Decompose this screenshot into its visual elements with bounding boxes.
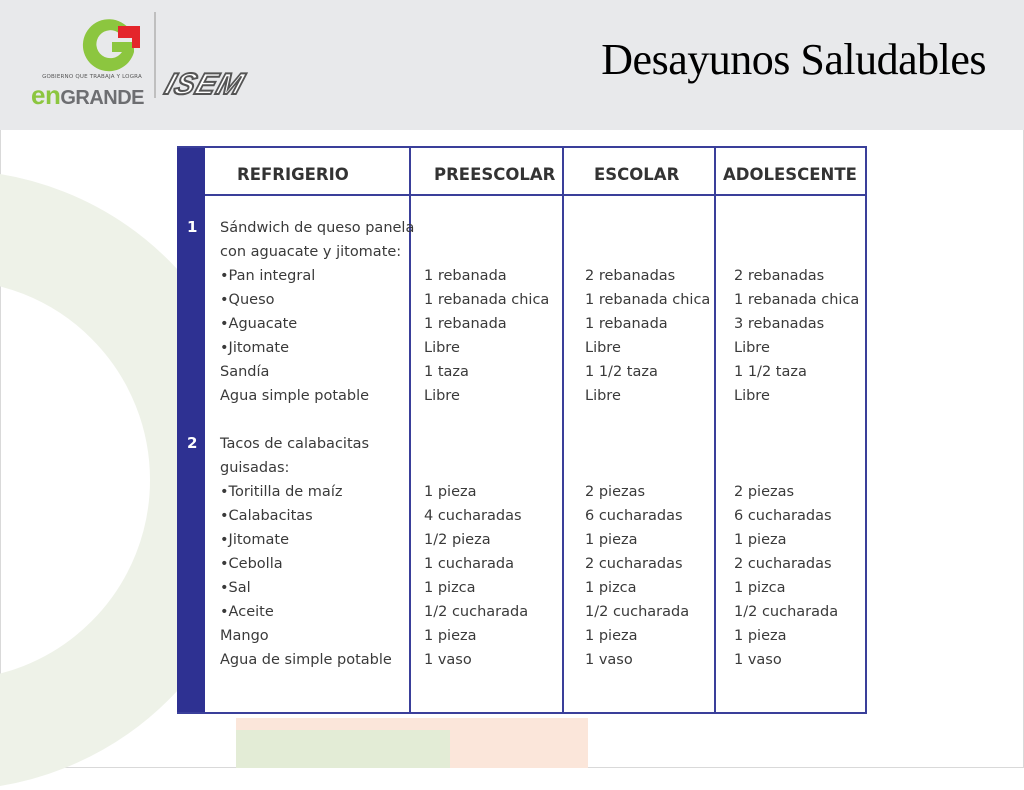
portion-cell-preescolar: Libre xyxy=(424,388,460,404)
portion-cell-escolar: 1 rebanada chica xyxy=(585,292,711,308)
logo-tagline: GOBIERNO QUE TRABAJA Y LOGRA xyxy=(42,74,142,80)
logo-grande-text: GRANDE xyxy=(60,87,145,109)
portion-cell-adolescente: 1 pieza xyxy=(734,628,787,644)
portion-cell-preescolar: 1 rebanada xyxy=(424,316,507,332)
group-number-2: 2 xyxy=(187,434,198,452)
food-item-cell: •Jitomate xyxy=(220,532,290,548)
logo-en-text: en xyxy=(31,80,61,110)
portion-cell-preescolar: 1 pieza xyxy=(424,484,477,500)
portion-cell-escolar: Libre xyxy=(585,388,621,404)
portion-cell-adolescente: 2 cucharadas xyxy=(734,556,832,572)
group-title-line: Sándwich de queso panela xyxy=(220,220,415,236)
portion-cell-escolar: 1 vaso xyxy=(585,652,633,668)
group-title-line: con aguacate y jitomate: xyxy=(220,244,402,260)
food-item-cell: •Jitomate xyxy=(220,340,290,356)
portion-cell-escolar: Libre xyxy=(585,340,621,356)
food-item-cell: •Sal xyxy=(220,580,251,596)
portion-cell-adolescente: 2 piezas xyxy=(734,484,795,500)
table-border-right xyxy=(865,146,867,714)
portion-cell-preescolar: 1 cucharada xyxy=(424,556,514,572)
food-item-cell: •Pan integral xyxy=(220,268,316,284)
column-divider-2 xyxy=(562,146,564,714)
food-item-cell: •Queso xyxy=(220,292,275,308)
column-header-preescolar: PREESCOLAR xyxy=(434,165,556,184)
group-title-line: guisadas: xyxy=(220,460,290,476)
government-g-logo-icon xyxy=(78,12,142,76)
portion-cell-adolescente: 6 cucharadas xyxy=(734,508,832,524)
food-item-cell: •Cebolla xyxy=(220,556,283,572)
food-item-cell: Agua simple potable xyxy=(220,388,370,404)
portion-cell-adolescente: 1 rebanada chica xyxy=(734,292,860,308)
portion-cell-escolar: 2 piezas xyxy=(585,484,646,500)
food-item-cell: Mango xyxy=(220,628,269,644)
food-item-cell: Agua de simple potable xyxy=(220,652,392,668)
portion-cell-adolescente: Libre xyxy=(734,388,770,404)
group-title-line: Tacos de calabacitas xyxy=(220,436,370,452)
isem-logo-icon: ISEM xyxy=(160,68,249,101)
portion-cell-escolar: 2 cucharadas xyxy=(585,556,683,572)
food-item-cell: Sandía xyxy=(220,364,270,380)
portion-cell-preescolar: 1 taza xyxy=(424,364,469,380)
portion-cell-preescolar: 1 pizca xyxy=(424,580,476,596)
portion-cell-escolar: 1 rebanada xyxy=(585,316,668,332)
logo-engrande xyxy=(31,80,144,111)
portion-cell-preescolar: 1/2 pieza xyxy=(424,532,491,548)
portion-cell-preescolar: 1/2 cucharada xyxy=(424,604,529,620)
portion-cell-adolescente: Libre xyxy=(734,340,770,356)
food-item-cell: •Aceite xyxy=(220,604,274,620)
portion-cell-adolescente: 1 pizca xyxy=(734,580,786,596)
group-number-1: 1 xyxy=(187,218,198,236)
portion-cell-preescolar: Libre xyxy=(424,340,460,356)
column-header-adolescente: ADOLESCENTE xyxy=(723,165,857,184)
decorative-green-block xyxy=(236,730,450,768)
portion-cell-adolescente: 1/2 cucharada xyxy=(734,604,839,620)
column-divider-3 xyxy=(714,146,716,714)
portion-cell-adolescente: 1 pieza xyxy=(734,532,787,548)
column-header-escolar: ESCOLAR xyxy=(594,165,680,184)
portion-cell-adolescente: 2 rebanadas xyxy=(734,268,825,284)
food-item-cell: •Calabacitas xyxy=(220,508,313,524)
portion-cell-escolar: 1 pieza xyxy=(585,532,638,548)
column-header-refrigerio: REFRIGERIO xyxy=(237,165,349,184)
portion-cell-preescolar: 1 pieza xyxy=(424,628,477,644)
table-border-bottom xyxy=(177,712,867,714)
portion-cell-escolar: 1 pieza xyxy=(585,628,638,644)
portion-cell-adolescente: 3 rebanadas xyxy=(734,316,825,332)
portion-cell-escolar: 2 rebanadas xyxy=(585,268,676,284)
logo-divider xyxy=(154,12,156,98)
header-separator xyxy=(205,194,867,196)
menu-table xyxy=(177,146,867,714)
portion-cell-adolescente: 1 vaso xyxy=(734,652,782,668)
portion-cell-escolar: 1 pizca xyxy=(585,580,637,596)
portion-cell-preescolar: 1 rebanada xyxy=(424,268,507,284)
portion-cell-preescolar: 1 rebanada chica xyxy=(424,292,550,308)
portion-cell-escolar: 6 cucharadas xyxy=(585,508,683,524)
food-item-cell: •Toritilla de maíz xyxy=(220,484,343,500)
page-title: Desayunos Saludables xyxy=(601,35,986,84)
portion-cell-preescolar: 1 vaso xyxy=(424,652,472,668)
portion-cell-adolescente: 1 1/2 taza xyxy=(734,364,807,380)
portion-cell-escolar: 1 1/2 taza xyxy=(585,364,658,380)
food-item-cell: •Aguacate xyxy=(220,316,298,332)
portion-cell-preescolar: 4 cucharadas xyxy=(424,508,522,524)
portion-cell-escolar: 1/2 cucharada xyxy=(585,604,690,620)
